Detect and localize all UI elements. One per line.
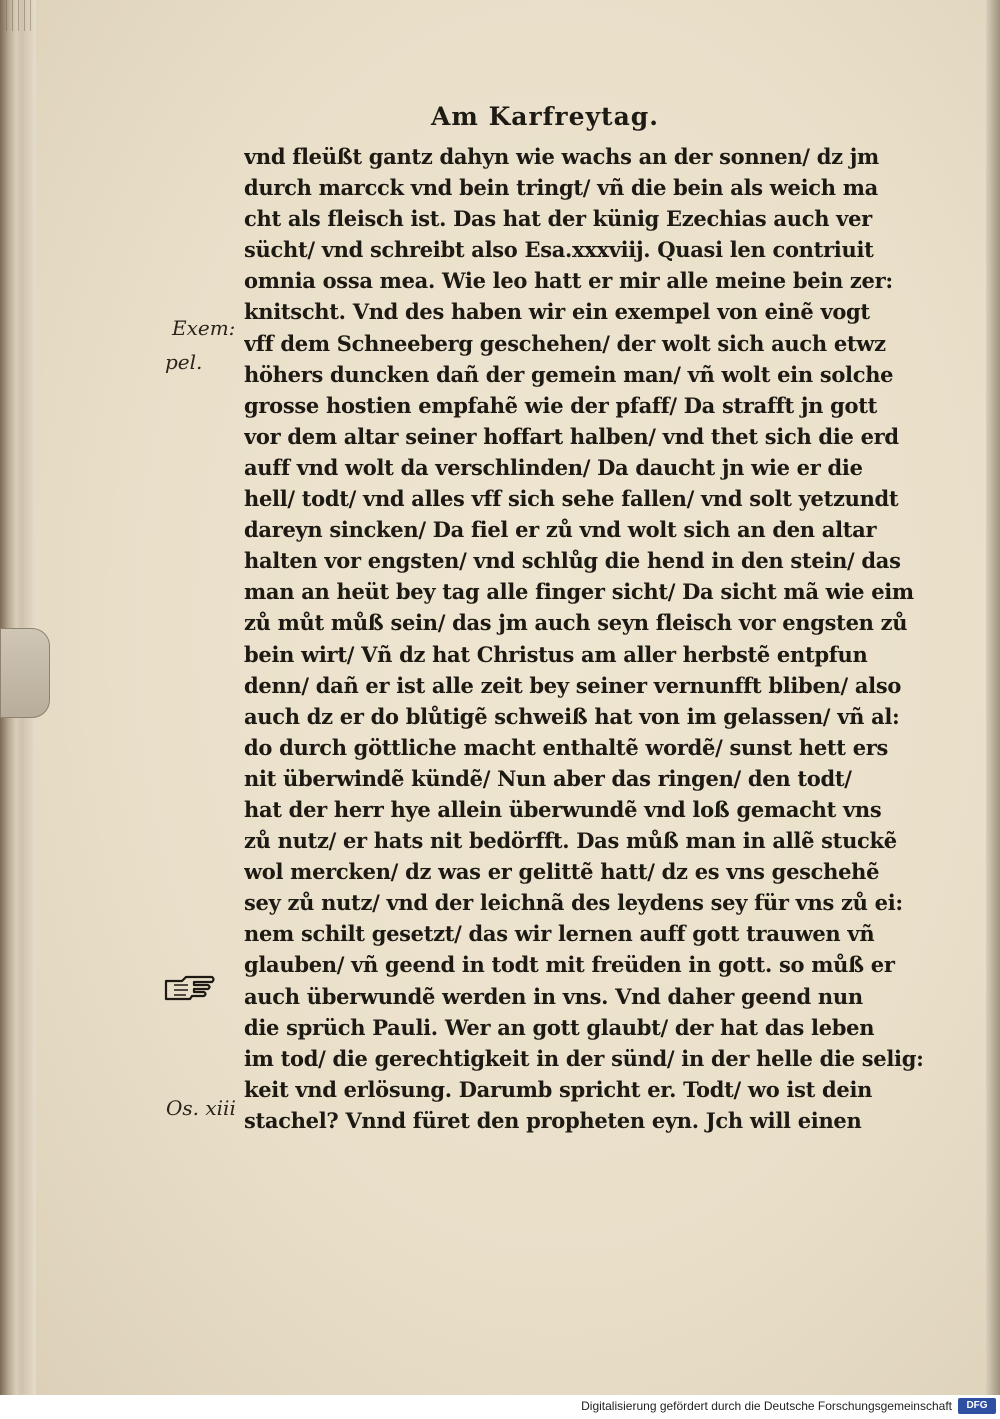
text-line: nit überwindẽ kündẽ/ Nun aber das ringen/ den todt/ <box>244 765 852 791</box>
text-line: zů nutz/ er hats nit bedörfft. Das můß man in allẽ stuckẽ <box>244 828 897 854</box>
margin-note-os-reference: Os. xiii <box>166 1096 236 1120</box>
margin-note-exempel-2: pel. <box>165 350 203 374</box>
text-line: denn/ dañ er ist alle zeit bey seiner vernunfft bliben/ also <box>244 672 902 698</box>
text-line: nem schilt gesetzt/ das wir lernen auff gott trauwen vñ <box>244 921 875 947</box>
manicule-icon <box>164 975 216 1001</box>
text-line: im tod/ die gerechtigkeit in der sünd/ in der helle die selig: <box>244 1045 924 1071</box>
text-line: sey zů nutz/ vnd der leichnã des leydens sey für vns zů ei: <box>244 890 903 916</box>
text-line: stachel? Vnnd füret den propheten eyn. Jch will einen <box>244 1107 862 1133</box>
text-line: sücht/ vnd schreibt also Esa.xxxviij. Quasi len contriuit <box>244 237 874 263</box>
text-line: omnia ossa mea. Wie leo hatt er mir alle meine bein zer: <box>244 268 893 294</box>
margin-note-exempel-1: Exem: <box>172 316 236 340</box>
page-tab-clip <box>0 628 50 718</box>
text-line: höhers duncken dañ der gemein man/ vñ wolt ein solche <box>244 361 894 387</box>
footer-bar <box>0 1395 1000 1419</box>
text-line: dareyn sincken/ Da fiel er zů vnd wolt sich an den altar <box>244 517 877 543</box>
text-line: auch dz er do blůtigẽ schweiß hat von im gelassen/ vñ al: <box>244 703 900 729</box>
text-line: knitscht. Vnd des haben wir ein exempel von einẽ vogt <box>244 299 870 325</box>
text-line: do durch göttliche macht enthaltẽ wordẽ/ sunst hett ers <box>244 734 889 760</box>
dfg-logo: DFG <box>958 1398 996 1414</box>
running-head-text: Am Karfreytag. <box>431 102 659 131</box>
text-line: hat der herr hye allein überwundẽ vnd loß gemacht vns <box>244 796 882 822</box>
text-line: die sprüch Pauli. Wer an gott glaubt/ der hat das leben <box>244 1014 875 1040</box>
text-line: hell/ todt/ vnd alles vff sich sehe fallen/ vnd solt yetzundt <box>244 486 899 512</box>
footer-credit: Digitalisierung gefördert durch die Deutsche Forschungsgemeinschaft <box>581 1399 952 1413</box>
page-gutter-shadow <box>986 0 1000 1395</box>
text-line: vnd fleüßt gantz dahyn wie wachs an der sonnen/ dz jm <box>244 144 879 169</box>
text-line: auch überwundẽ werden in vns. Vnd daher geend nun <box>244 983 863 1009</box>
text-line: man an heüt bey tag alle finger sicht/ Da sicht mã wie eim <box>244 579 914 605</box>
text-line: keit vnd erlösung. Darumb spricht er. Todt/ wo ist dein <box>244 1076 873 1102</box>
text-line: halten vor engsten/ vnd schlůg die hend in den stein/ das <box>244 548 901 574</box>
text-line: zů můt můß sein/ das jm auch seyn fleisch vor engsten zů <box>244 610 908 636</box>
text-line: wol mercken/ dz was er gelittẽ hatt/ dz es vns geschehẽ <box>244 859 880 885</box>
text-line: bein wirt/ Vñ dz hat Christus am aller herbstẽ entpfun <box>244 641 868 667</box>
text-line: auff vnd wolt da verschlinden/ Da daucht jn wie er die <box>244 454 863 480</box>
running-head <box>0 102 1000 131</box>
text-line: glauben/ vñ geend in todt mit freüden in gott. so můß er <box>244 952 895 978</box>
text-line: cht als fleisch ist. Das hat der künig Ezechias auch ver <box>244 206 872 232</box>
text-line: vor dem altar seiner hoffart halben/ vnd thet sich die erd <box>244 423 899 449</box>
text-block <box>244 141 944 1136</box>
text-line: vff dem Schneeberg geschehen/ der wolt sich auch etwz <box>244 330 886 356</box>
text-line: durch marcck vnd bein tringt/ vñ die bein als weich ma <box>244 175 878 201</box>
text-line: grosse hostien empfahẽ wie der pfaff/ Da strafft jn gott <box>244 392 878 418</box>
